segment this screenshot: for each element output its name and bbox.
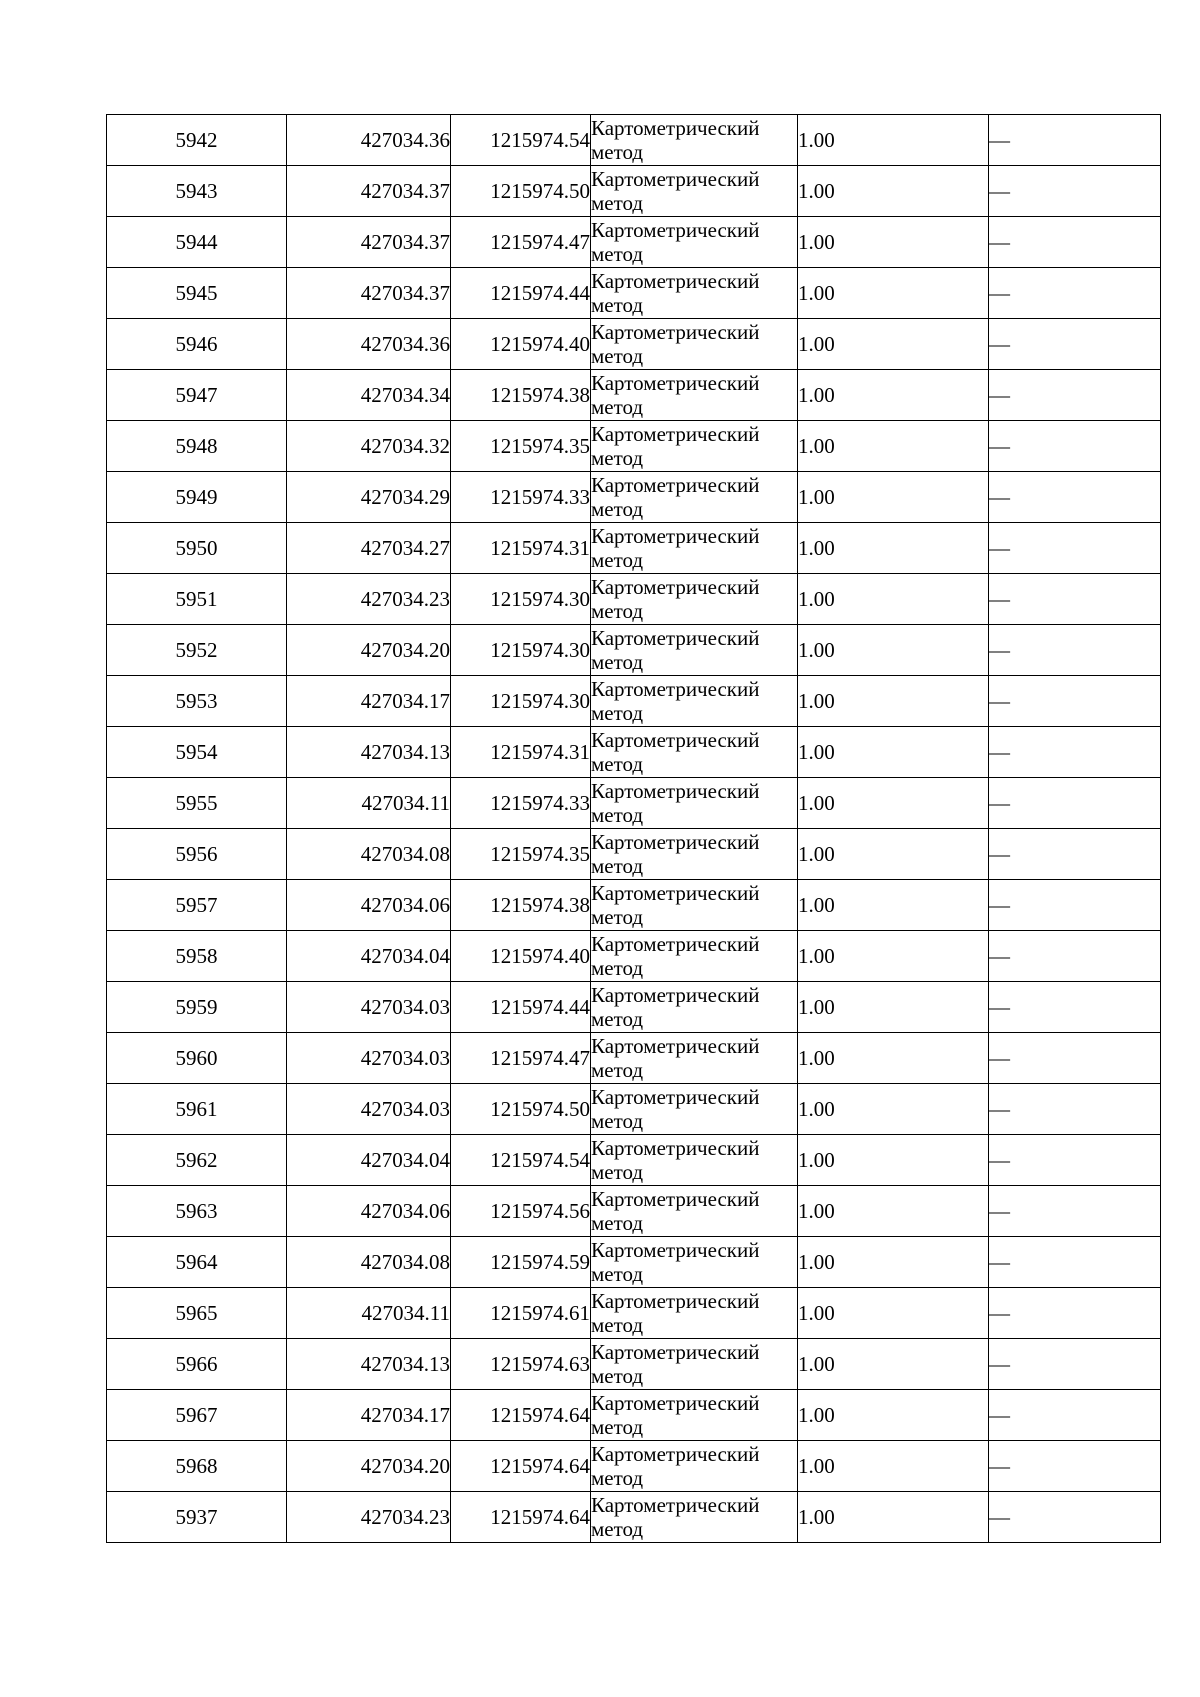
method-text: Картометрический метод [591,1187,760,1235]
x-coordinate-cell: 427034.36 [287,115,451,166]
accuracy-cell: 1.00 [798,523,989,574]
y-coordinate-cell: 1215974.30 [451,625,591,676]
accuracy-cell: 1.00 [798,1084,989,1135]
y-coordinate-cell: 1215974.35 [451,829,591,880]
accuracy-cell: 1.00 [798,1441,989,1492]
description-cell: — [989,778,1161,829]
method-text: Картометрический метод [591,779,760,827]
method-text: Картометрический метод [591,575,760,623]
y-coordinate-cell: 1215974.47 [451,1033,591,1084]
table-row [107,472,1161,523]
accuracy-cell: 1.00 [798,880,989,931]
method-cell [591,931,798,982]
point-number-cell: 5967 [107,1390,287,1441]
table-row [107,115,1161,166]
x-coordinate-cell: 427034.32 [287,421,451,472]
description-cell: — [989,421,1161,472]
method-cell [591,1339,798,1390]
point-number-cell: 5948 [107,421,287,472]
x-coordinate-cell: 427034.13 [287,1339,451,1390]
point-number-cell: 5961 [107,1084,287,1135]
accuracy-cell: 1.00 [798,1492,989,1543]
y-coordinate-cell: 1215974.64 [451,1390,591,1441]
method-text: Картометрический метод [591,881,760,929]
table-row [107,1033,1161,1084]
point-number-cell: 5965 [107,1288,287,1339]
x-coordinate-cell: 427034.27 [287,523,451,574]
point-number-cell: 5937 [107,1492,287,1543]
x-coordinate-cell: 427034.06 [287,1186,451,1237]
x-coordinate-cell: 427034.11 [287,1288,451,1339]
method-cell [591,1186,798,1237]
method-cell [591,982,798,1033]
x-coordinate-cell: 427034.08 [287,829,451,880]
y-coordinate-cell: 1215974.63 [451,1339,591,1390]
y-coordinate-cell: 1215974.30 [451,676,591,727]
x-coordinate-cell: 427034.23 [287,574,451,625]
point-number-cell: 5942 [107,115,287,166]
method-text: Картометрический метод [591,1289,760,1337]
accuracy-cell: 1.00 [798,166,989,217]
point-number-cell: 5953 [107,676,287,727]
x-coordinate-cell: 427034.17 [287,1390,451,1441]
table-row [107,1186,1161,1237]
description-cell: — [989,370,1161,421]
table-row [107,778,1161,829]
method-cell [591,1237,798,1288]
x-coordinate-cell: 427034.20 [287,625,451,676]
description-cell: — [989,1288,1161,1339]
method-cell [591,1033,798,1084]
x-coordinate-cell: 427034.29 [287,472,451,523]
table-row [107,1084,1161,1135]
point-number-cell: 5962 [107,1135,287,1186]
y-coordinate-cell: 1215974.54 [451,1135,591,1186]
description-cell: — [989,1237,1161,1288]
description-cell: — [989,1186,1161,1237]
point-number-cell: 5954 [107,727,287,778]
y-coordinate-cell: 1215974.47 [451,217,591,268]
x-coordinate-cell: 427034.13 [287,727,451,778]
description-cell: — [989,1084,1161,1135]
y-coordinate-cell: 1215974.61 [451,1288,591,1339]
method-cell [591,1492,798,1543]
accuracy-cell: 1.00 [798,1186,989,1237]
accuracy-cell: 1.00 [798,829,989,880]
method-text: Картометрический метод [591,1238,760,1286]
method-text: Картометрический метод [591,1136,760,1184]
table-row [107,982,1161,1033]
method-cell [591,523,798,574]
method-text: Картометрический метод [591,1034,760,1082]
accuracy-cell: 1.00 [798,676,989,727]
x-coordinate-cell: 427034.20 [287,1441,451,1492]
table-row [107,1339,1161,1390]
method-text: Картометрический метод [591,320,760,368]
point-number-cell: 5964 [107,1237,287,1288]
y-coordinate-cell: 1215974.40 [451,319,591,370]
method-cell [591,319,798,370]
table-row [107,829,1161,880]
method-cell [591,1390,798,1441]
description-cell: — [989,625,1161,676]
description-cell: — [989,319,1161,370]
table-row [107,1492,1161,1543]
x-coordinate-cell: 427034.17 [287,676,451,727]
point-number-cell: 5945 [107,268,287,319]
description-cell: — [989,982,1161,1033]
table-row [107,1441,1161,1492]
description-cell: — [989,829,1161,880]
table-row [107,676,1161,727]
method-cell [591,421,798,472]
y-coordinate-cell: 1215974.44 [451,982,591,1033]
method-text: Картометрический метод [591,473,760,521]
accuracy-cell: 1.00 [798,778,989,829]
y-coordinate-cell: 1215974.35 [451,421,591,472]
accuracy-cell: 1.00 [798,931,989,982]
y-coordinate-cell: 1215974.40 [451,931,591,982]
x-coordinate-cell: 427034.03 [287,1033,451,1084]
x-coordinate-cell: 427034.03 [287,982,451,1033]
table-row [107,217,1161,268]
method-cell [591,166,798,217]
method-text: Картометрический метод [591,116,760,164]
accuracy-cell: 1.00 [798,1033,989,1084]
description-cell: — [989,1135,1161,1186]
accuracy-cell: 1.00 [798,370,989,421]
x-coordinate-cell: 427034.36 [287,319,451,370]
description-cell: — [989,268,1161,319]
accuracy-cell: 1.00 [798,1135,989,1186]
accuracy-cell: 1.00 [798,319,989,370]
method-cell [591,115,798,166]
method-text: Картометрический метод [591,1085,760,1133]
x-coordinate-cell: 427034.37 [287,217,451,268]
method-cell [591,778,798,829]
method-text: Картометрический метод [591,1493,760,1541]
point-number-cell: 5944 [107,217,287,268]
table-row [107,931,1161,982]
method-cell [591,1288,798,1339]
y-coordinate-cell: 1215974.30 [451,574,591,625]
method-text: Картометрический метод [591,1391,760,1439]
point-number-cell: 5968 [107,1441,287,1492]
method-cell [591,1135,798,1186]
method-text: Картометрический метод [591,167,760,215]
accuracy-cell: 1.00 [798,268,989,319]
method-cell [591,472,798,523]
table-row [107,319,1161,370]
table-row [107,370,1161,421]
y-coordinate-cell: 1215974.54 [451,115,591,166]
method-cell [591,1441,798,1492]
accuracy-cell: 1.00 [798,472,989,523]
point-number-cell: 5956 [107,829,287,880]
x-coordinate-cell: 427034.37 [287,166,451,217]
point-number-cell: 5947 [107,370,287,421]
y-coordinate-cell: 1215974.44 [451,268,591,319]
method-text: Картометрический метод [591,524,760,572]
table-row [107,574,1161,625]
point-number-cell: 5952 [107,625,287,676]
point-number-cell: 5955 [107,778,287,829]
point-number-cell: 5957 [107,880,287,931]
description-cell: — [989,523,1161,574]
point-number-cell: 5966 [107,1339,287,1390]
description-cell: — [989,115,1161,166]
description-cell: — [989,472,1161,523]
method-cell [591,727,798,778]
y-coordinate-cell: 1215974.33 [451,778,591,829]
accuracy-cell: 1.00 [798,1288,989,1339]
accuracy-cell: 1.00 [798,115,989,166]
table-row [107,421,1161,472]
method-cell [591,1084,798,1135]
y-coordinate-cell: 1215974.38 [451,370,591,421]
method-cell [591,268,798,319]
method-text: Картометрический метод [591,728,760,776]
table-row [107,523,1161,574]
point-number-cell: 5943 [107,166,287,217]
point-number-cell: 5951 [107,574,287,625]
accuracy-cell: 1.00 [798,625,989,676]
accuracy-cell: 1.00 [798,574,989,625]
point-number-cell: 5946 [107,319,287,370]
accuracy-cell: 1.00 [798,1339,989,1390]
y-coordinate-cell: 1215974.64 [451,1441,591,1492]
accuracy-cell: 1.00 [798,727,989,778]
method-text: Картометрический метод [591,422,760,470]
method-text: Картометрический метод [591,269,760,317]
method-text: Картометрический метод [591,932,760,980]
x-coordinate-cell: 427034.23 [287,1492,451,1543]
method-cell [591,574,798,625]
x-coordinate-cell: 427034.11 [287,778,451,829]
description-cell: — [989,217,1161,268]
table-row [107,727,1161,778]
x-coordinate-cell: 427034.08 [287,1237,451,1288]
accuracy-cell: 1.00 [798,217,989,268]
method-cell [591,829,798,880]
method-text: Картометрический метод [591,677,760,725]
table-row [107,268,1161,319]
x-coordinate-cell: 427034.03 [287,1084,451,1135]
method-text: Картометрический метод [591,218,760,266]
description-cell: — [989,1339,1161,1390]
coordinates-table-body [107,115,1161,1543]
x-coordinate-cell: 427034.37 [287,268,451,319]
method-cell [591,880,798,931]
accuracy-cell: 1.00 [798,421,989,472]
point-number-cell: 5958 [107,931,287,982]
y-coordinate-cell: 1215974.50 [451,1084,591,1135]
method-cell [591,676,798,727]
method-text: Картометрический метод [591,371,760,419]
table-row [107,625,1161,676]
point-number-cell: 5960 [107,1033,287,1084]
table-row [107,166,1161,217]
description-cell: — [989,1390,1161,1441]
point-number-cell: 5963 [107,1186,287,1237]
description-cell: — [989,1492,1161,1543]
x-coordinate-cell: 427034.04 [287,1135,451,1186]
method-text: Картометрический метод [591,1442,760,1490]
coordinates-table [106,114,1161,1543]
y-coordinate-cell: 1215974.33 [451,472,591,523]
description-cell: — [989,574,1161,625]
method-text: Картометрический метод [591,983,760,1031]
method-text: Картометрический метод [591,830,760,878]
accuracy-cell: 1.00 [798,1237,989,1288]
y-coordinate-cell: 1215974.50 [451,166,591,217]
table-row [107,880,1161,931]
method-cell [591,625,798,676]
description-cell: — [989,880,1161,931]
x-coordinate-cell: 427034.04 [287,931,451,982]
y-coordinate-cell: 1215974.59 [451,1237,591,1288]
x-coordinate-cell: 427034.06 [287,880,451,931]
table-row [107,1135,1161,1186]
method-text: Картометрический метод [591,626,760,674]
description-cell: — [989,931,1161,982]
y-coordinate-cell: 1215974.31 [451,523,591,574]
method-cell [591,370,798,421]
x-coordinate-cell: 427034.34 [287,370,451,421]
table-row [107,1390,1161,1441]
y-coordinate-cell: 1215974.31 [451,727,591,778]
accuracy-cell: 1.00 [798,982,989,1033]
method-cell [591,217,798,268]
accuracy-cell: 1.00 [798,1390,989,1441]
y-coordinate-cell: 1215974.56 [451,1186,591,1237]
point-number-cell: 5950 [107,523,287,574]
description-cell: — [989,1441,1161,1492]
description-cell: — [989,727,1161,778]
point-number-cell: 5959 [107,982,287,1033]
y-coordinate-cell: 1215974.38 [451,880,591,931]
table-row [107,1237,1161,1288]
table-row [107,1288,1161,1339]
method-text: Картометрический метод [591,1340,760,1388]
point-number-cell: 5949 [107,472,287,523]
y-coordinate-cell: 1215974.64 [451,1492,591,1543]
description-cell: — [989,166,1161,217]
description-cell: — [989,1033,1161,1084]
description-cell: — [989,676,1161,727]
